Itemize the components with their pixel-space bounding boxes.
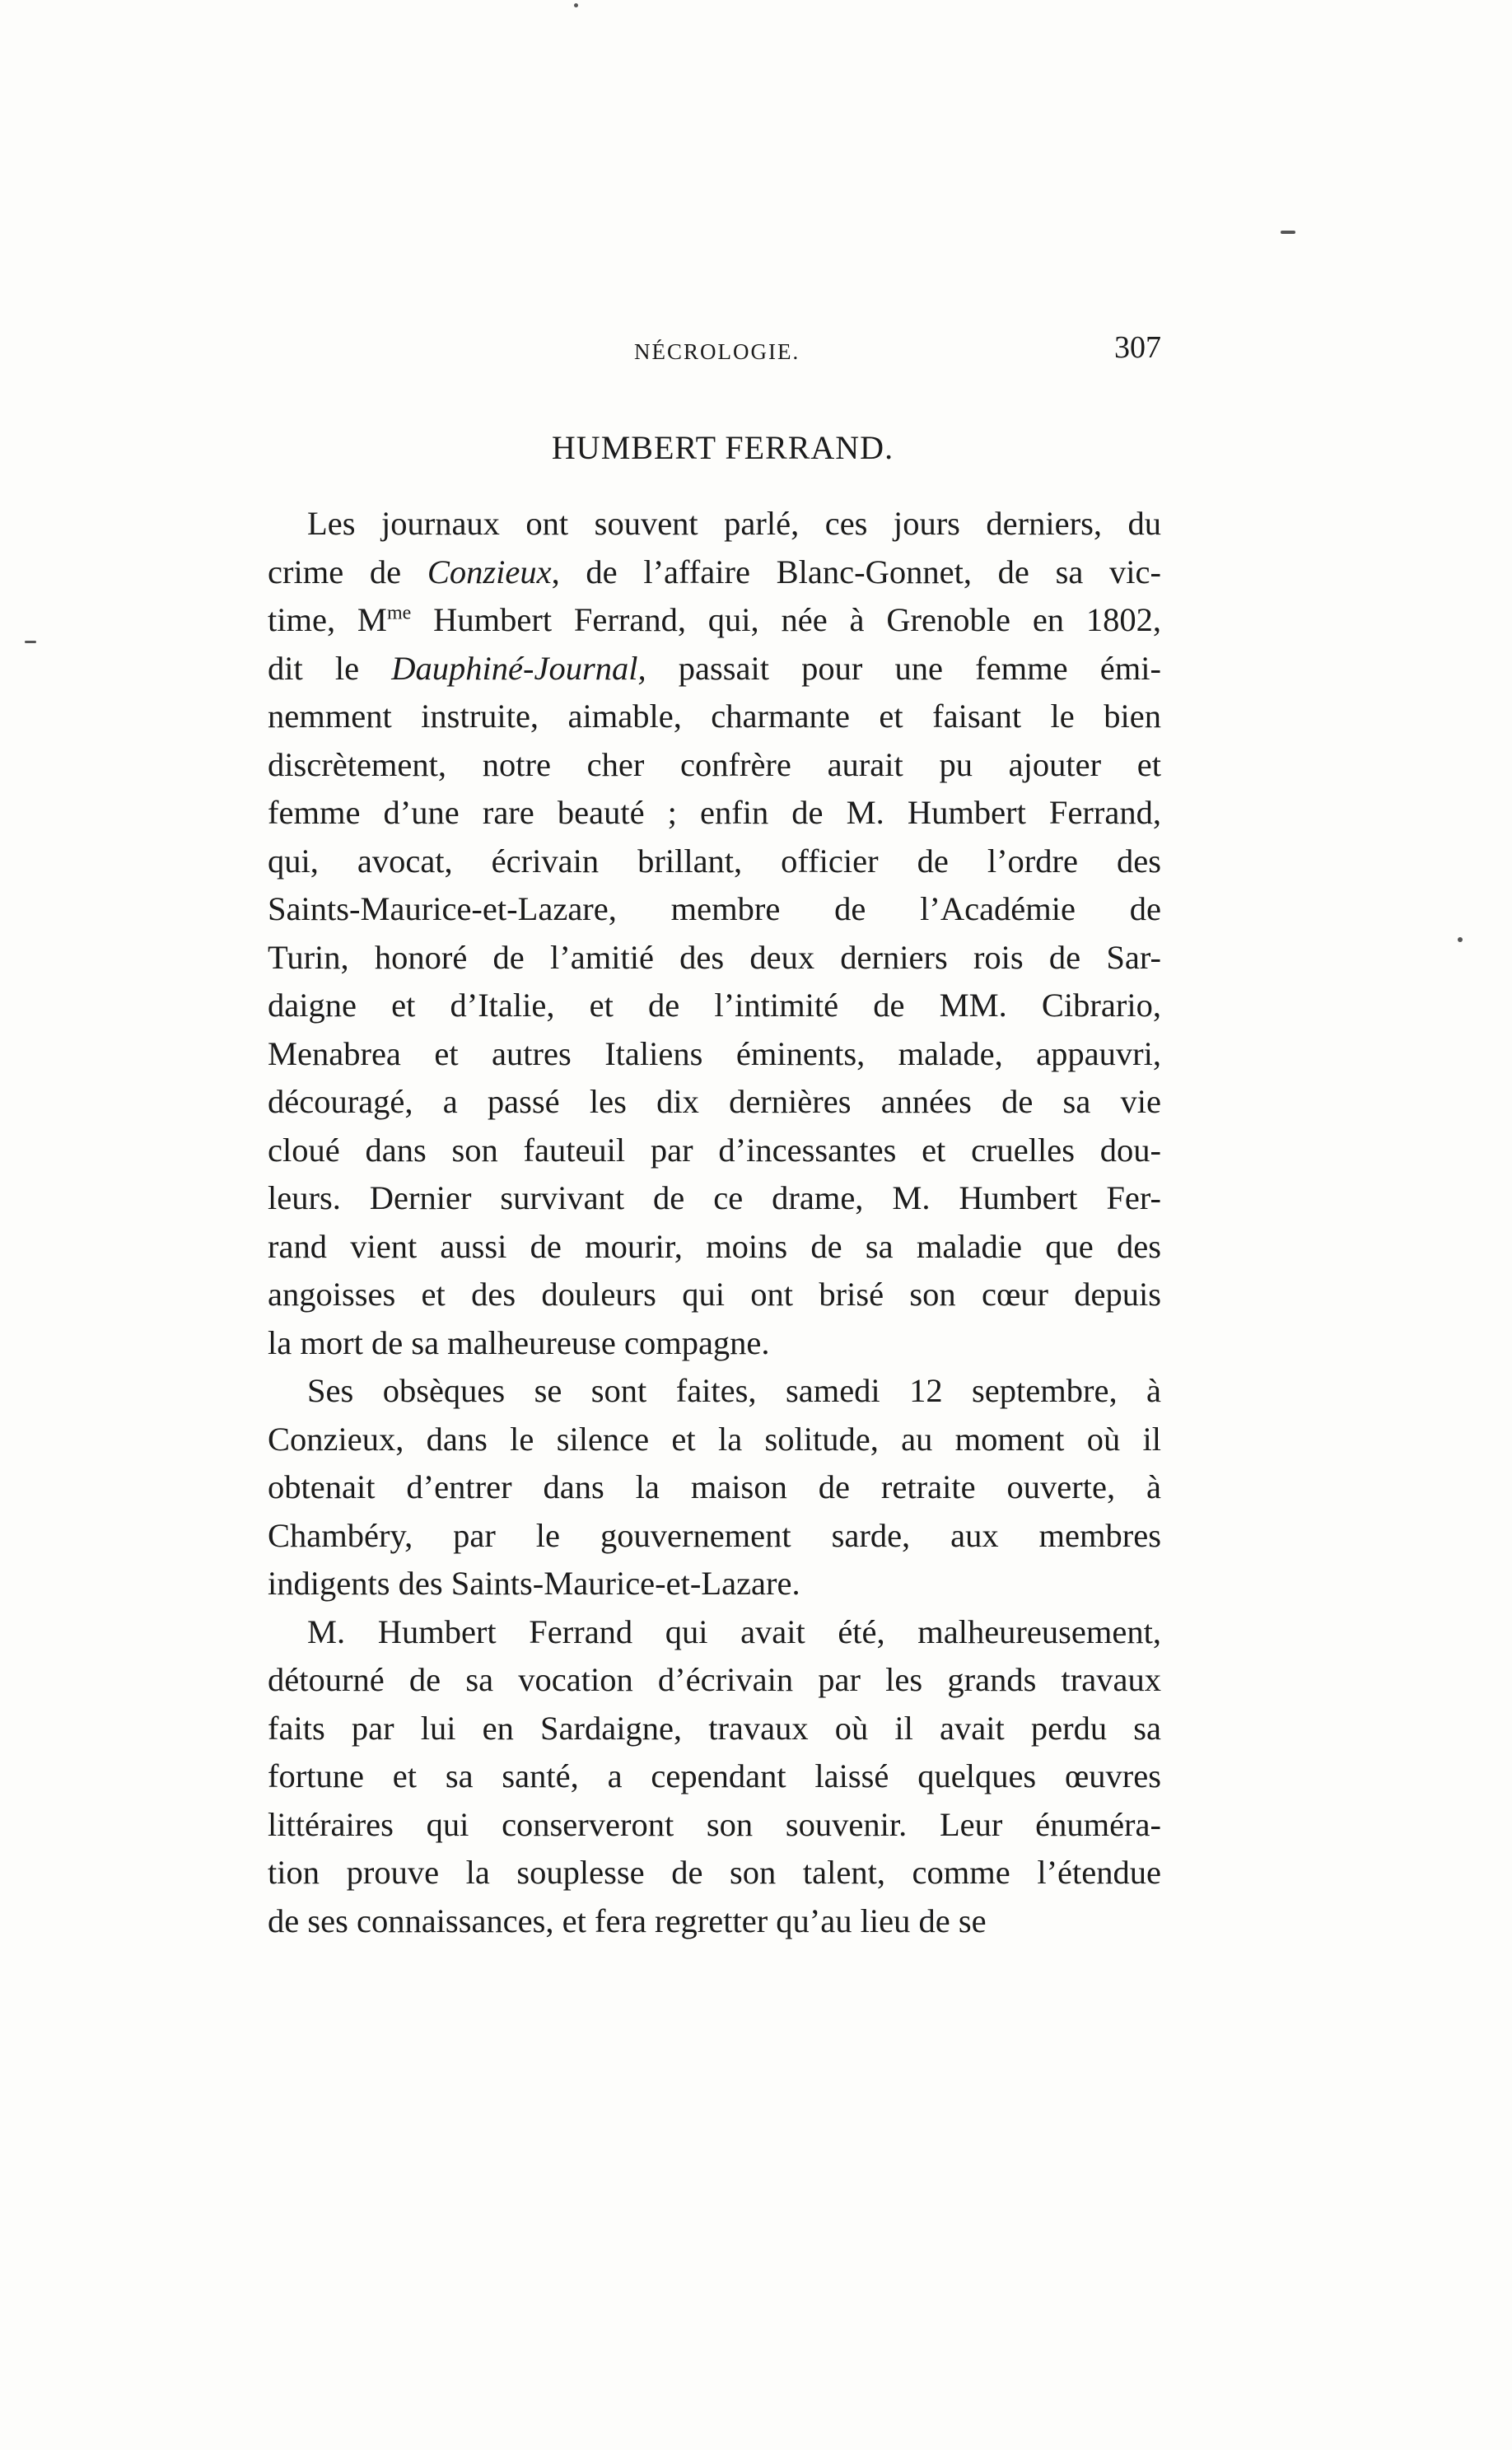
text-line: indigents des Saints-Maurice-et-Lazare.: [268, 1565, 800, 1602]
text-line: leurs. Dernier survivant de ce drame, M. Humbert Fer-: [268, 1179, 1161, 1216]
page-number: 307: [1114, 330, 1161, 365]
article-body: [268, 500, 1161, 1945]
scan-speck: [574, 3, 578, 7]
text-line: [268, 548, 1161, 597]
running-title: NÉCROLOGIE.: [634, 339, 800, 364]
text-line: [268, 645, 1161, 693]
italic-text: Conzieux: [427, 553, 552, 590]
text-line: tion prouve la souplesse de son talent, comme l’étendue: [268, 1854, 1161, 1891]
text-line: nemment instruite, aimable, charmante et faisant le bien: [268, 698, 1161, 735]
text-line: M. Humbert Ferrand qui avait été, malheureusement,: [307, 1612, 1161, 1650]
text-line: découragé, a passé les dix dernières années de sa vie: [268, 1083, 1161, 1120]
text-line: littéraires qui conserveront son souvenir. Leur énuméra-: [268, 1805, 1161, 1843]
text-line: daigne et d’Italie, et de l’intimité de MM. Cibrario,: [268, 987, 1161, 1024]
text-line: Ses obsèques se sont faites, samedi 12 septembre, à: [307, 1372, 1161, 1409]
text-line: obtenait d’entrer dans la maison de retraite ouverte, à: [268, 1468, 1161, 1505]
text-run: crime de: [268, 553, 427, 590]
text-line: [268, 596, 1161, 645]
scan-speck: [25, 641, 36, 643]
text-run: dit le: [268, 649, 392, 687]
text-line: qui, avocat, écrivain brillant, officier de l’ordre des: [268, 842, 1161, 880]
text-line: discrètement, notre cher confrère aurait pu ajouter et: [268, 745, 1161, 783]
text-line: fortune et sa santé, a cependant laissé quelques œuvres: [268, 1757, 1161, 1794]
article-title: HUMBERT FERRAND.: [551, 429, 894, 466]
scan-speck: [1458, 937, 1463, 942]
superscript: me: [386, 602, 412, 624]
text-line: cloué dans son fauteuil par d’incessantes et cruelles dou-: [268, 1131, 1161, 1169]
text-line: faits par lui en Sardaigne, travaux où il avait perdu sa: [268, 1709, 1161, 1747]
text-line: Menabrea et autres Italiens éminents, malade, appauvri,: [268, 1034, 1161, 1072]
article: [268, 428, 1161, 1945]
text-line: Les journaux ont souvent parlé, ces jours derniers, du: [307, 505, 1161, 542]
text-line: Chambéry, par le gouvernement sarde, aux membres: [268, 1516, 1161, 1554]
text-line: Turin, honoré de l’amitié des deux derniers rois de Sar-: [268, 938, 1161, 976]
text-run: passait pour une femme émi-: [646, 649, 1161, 687]
text-line: angoisses et des douleurs qui ont brisé son cœur depuis: [268, 1276, 1161, 1313]
italic-text: Dauphiné-Journal,: [391, 649, 646, 687]
text-line: de ses connaissances, et fera regretter qu’au lieu de se: [268, 1902, 987, 1939]
paragraph: [268, 1608, 1161, 1946]
text-line: détourné de sa vocation d’écrivain par les grands travaux: [268, 1661, 1161, 1698]
text-line: la mort de sa malheureuse compagne.: [268, 1323, 770, 1361]
text-line: Conzieux, dans le silence et la solitude, au moment où il: [268, 1420, 1161, 1458]
text-run: time, M: [268, 601, 387, 638]
running-header: [268, 329, 1161, 379]
text-run: , de l’affaire Blanc-Gonnet, de sa vic-: [551, 553, 1161, 590]
text-run: Humbert Ferrand, qui, née à Grenoble en 1802,: [411, 601, 1161, 638]
text-line: rand vient aussi de mourir, moins de sa maladie que des: [268, 1227, 1161, 1265]
text-line: femme d’une rare beauté ; enfin de M. Humbert Ferrand,: [268, 794, 1161, 831]
text-line: Saints-Maurice-et-Lazare, membre de l’Académie de: [268, 890, 1161, 927]
paragraph: [268, 1367, 1161, 1608]
scan-speck: [1281, 231, 1295, 234]
paragraph: [268, 500, 1161, 1367]
